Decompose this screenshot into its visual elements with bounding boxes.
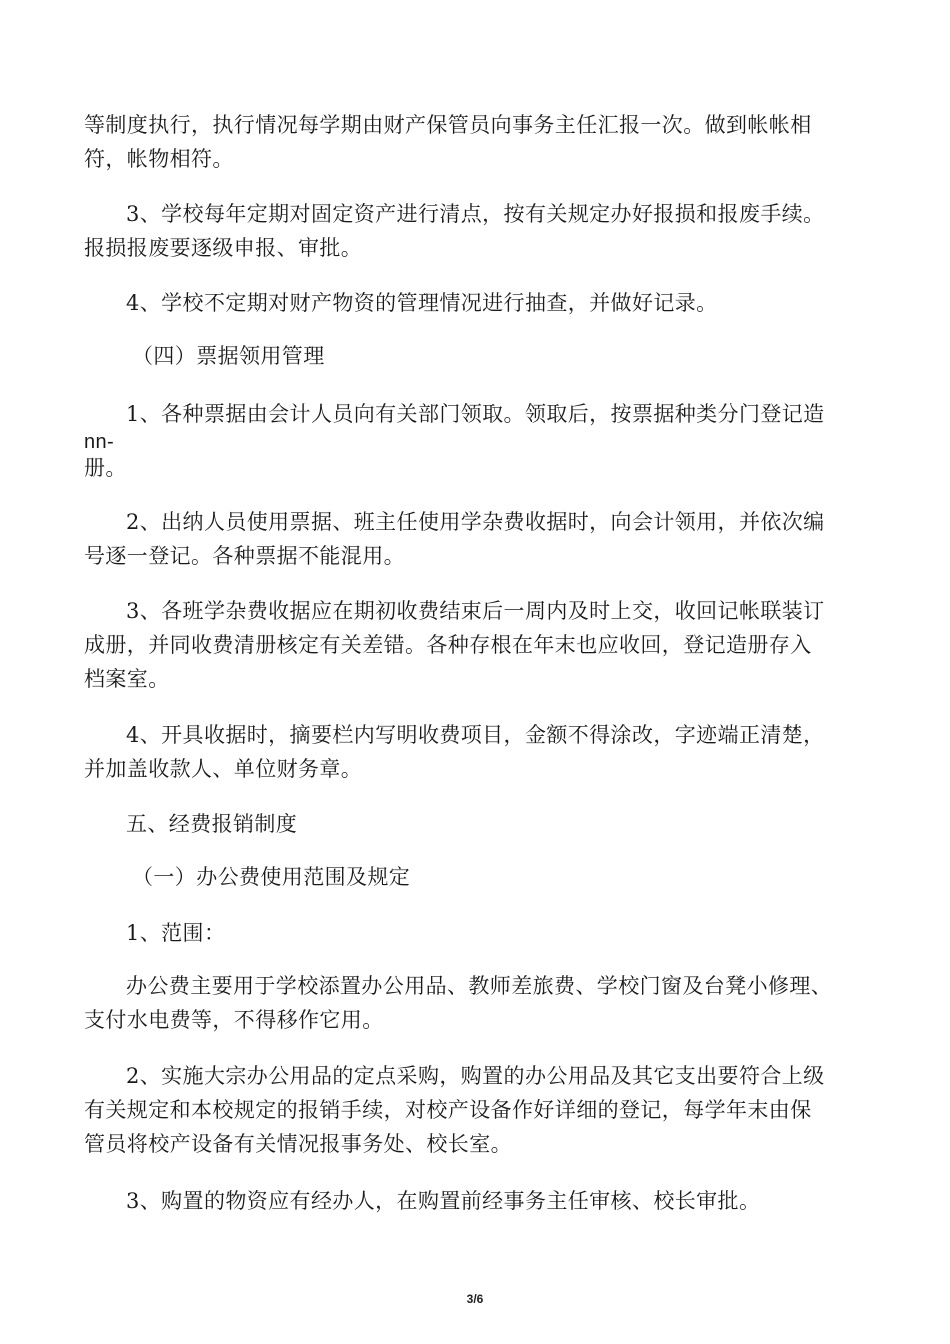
- paragraph: [84, 718, 874, 786]
- text-line: 符，帐物相符。: [84, 147, 234, 171]
- text-line: 册。: [84, 456, 127, 480]
- text-line: 有关规定和本校规定的报销手续，对校产设备作好详细的登记，每学年末由保: [84, 1098, 812, 1122]
- section-heading: [84, 860, 874, 894]
- text-line: 五、经费报销制度: [126, 812, 298, 836]
- text-line: 并加盖收款人、单位财务章。: [84, 757, 363, 781]
- text-line: nn-: [84, 431, 115, 453]
- text-line: 3、各班学杂费收据应在期初收费结束后一周内及时上交，收回记帐联装订: [126, 599, 825, 623]
- section-heading: [84, 807, 874, 841]
- paragraph: [84, 594, 874, 696]
- text-line: 1、各种票据由会计人员向有关部门领取。领取后，按票据种类分门登记造: [126, 402, 825, 426]
- text-line: 号逐一登记。各种票据不能混用。: [84, 544, 405, 568]
- text-line: 4、学校不定期对财产物资的管理情况进行抽查，并做好记录。: [126, 291, 718, 315]
- text-line: 3、购置的物资应有经办人，在购置前经事务主任审核、校长审批。: [126, 1189, 761, 1213]
- text-line: 等制度执行，执行情况每学期由财产保管员向事务主任汇报一次。做到帐帐相: [84, 113, 812, 137]
- text-line: 成册，并同收费清册核定有关差错。各种存根在年末也应收回，登记造册存入: [84, 633, 812, 657]
- page-number: 3/6: [466, 1292, 484, 1306]
- paragraph: [84, 197, 874, 265]
- text-line: 档案室。: [84, 667, 170, 691]
- text-line: 3、学校每年定期对固定资产进行清点，按有关规定办好报损和报废手续。: [126, 202, 825, 226]
- paragraph: [84, 1059, 874, 1161]
- text-line: 4、开具收据时，摘要栏内写明收费项目，金额不得涂改，字迹端正清楚，: [126, 723, 825, 747]
- section-heading: [84, 339, 874, 373]
- text-line: （四）票据领用管理: [132, 344, 325, 368]
- text-line: 管员将校产设备有关情况报事务处、校长室。: [84, 1132, 512, 1156]
- paragraph: [84, 397, 874, 483]
- text-line: 1、范围：: [126, 921, 226, 945]
- text-line: 2、出纳人员使用票据、班主任使用学杂费收据时，向会计领用，并依次编: [126, 510, 825, 534]
- paragraph: [84, 108, 874, 176]
- text-line: 办公费主要用于学校添置办公用品、教师差旅费、学校门窗及台凳小修理、: [126, 974, 833, 998]
- paragraph: [84, 286, 874, 320]
- text-line: （一）办公费使用范围及规定: [132, 865, 411, 889]
- text-line: 报损报废要逐级申报、审批。: [84, 236, 363, 260]
- text-line: 支付水电费等，不得移作它用。: [84, 1008, 384, 1032]
- text-line: 2、实施大宗办公用品的定点采购，购置的办公用品及其它支出要符合上级: [126, 1064, 825, 1088]
- paragraph: [84, 1184, 874, 1218]
- paragraph: [84, 916, 874, 950]
- paragraph: [84, 505, 874, 573]
- paragraph: [84, 969, 874, 1037]
